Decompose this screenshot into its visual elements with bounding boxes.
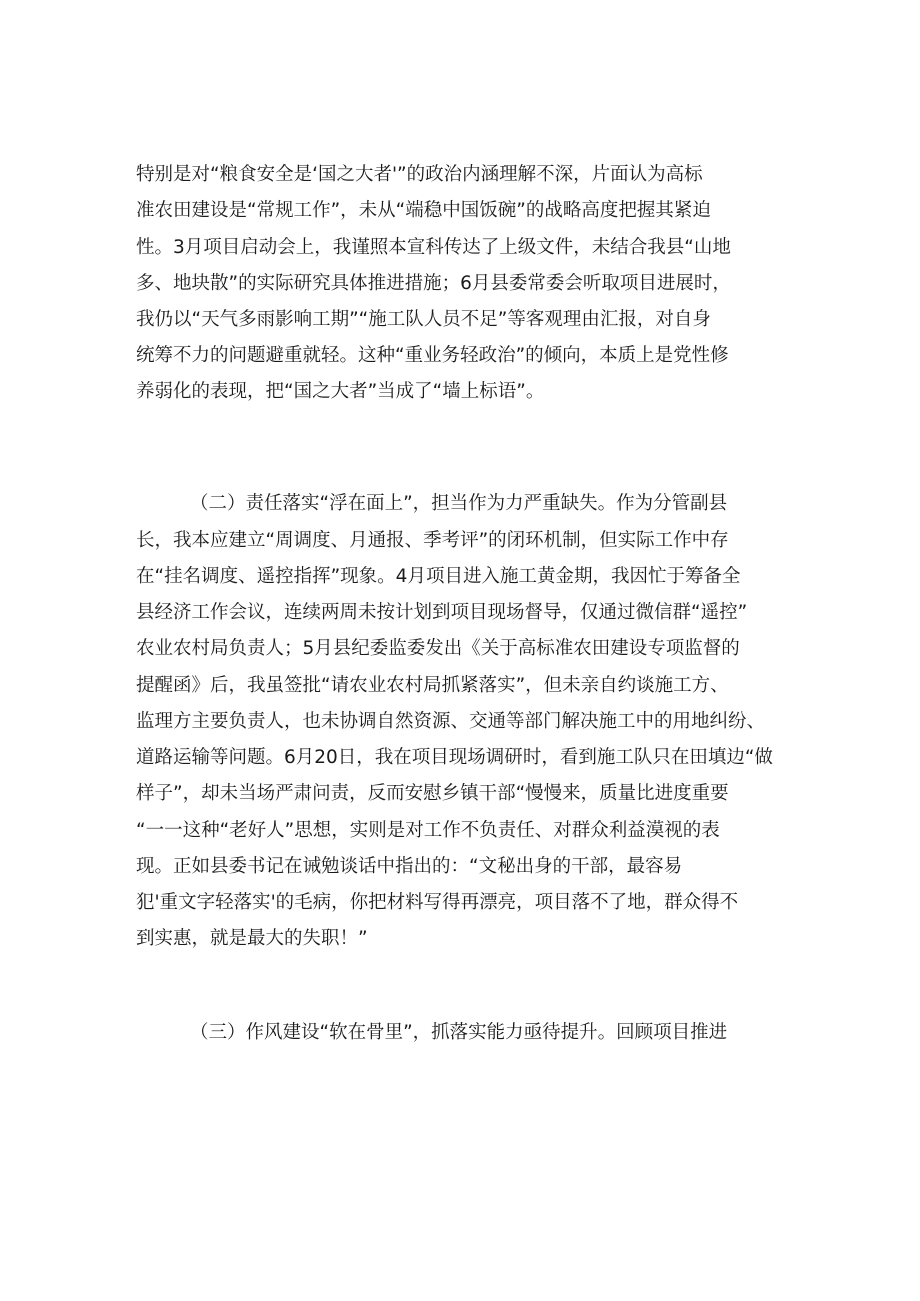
paragraph-1-line-7: 养弱化的表现，把“国之大者”当成了“墙上标语”。 [136,381,545,402]
paragraph-1-line-8 [136,413,796,443]
paragraph-2-line-11: 现。正如县委书记在诫勉谈话中指出的：“文秘出身的干部，最容易 [136,856,683,877]
paragraph-3-line-1: （三）作风建设“软在骨里”，抓落实能力亟待提升。回顾项目推进 [190,1022,728,1043]
paragraph-2-line-13: 到实惠，就是最大的失职！” [136,928,368,949]
paragraph-2-line-7: 监理方主要负责人，也未协调自然资源、交通等部门解决施工中的用地纠纷、 [136,711,766,732]
paragraph-2-line-6: 提醒函》后，我虽签批“请农业农村局抓紧落实”，但未亲自约谈施工方、 [136,675,729,696]
paragraph-2-line-12: 犯'重文字轻落实'的毛病，你把材料写得再漂亮，项目落不了地，群众得不 [136,892,739,913]
paragraph-2-line-3: 在“挂名调度、遥控指挥”现象。4月项目进入施工黄金期，我因忙于筹备全 [136,566,741,587]
paragraph-2-line-1: （二）责任落实“浮在面上”，担当作为力严重缺失。作为分管副县 [190,493,728,514]
paragraph-1-line-6: 统筹不力的问题避重就轻。这种“重业务轻政治”的倾向，本质上是党性修 [136,345,729,366]
paragraph-1-line-2: 准农田建设是“常规工作”，未从“端稳中国饭碗”的战略高度把握其紧迫 [136,200,711,221]
paragraph-2-line-5: 农业农村局负责人；5月县纪委监委发出《关于高标准农田建设专项监督的 [136,638,740,659]
paragraph-2-line-14 [136,960,796,990]
paragraph-1-line-3: 性。3月项目启动会上，我谨照本宣科传达了上级文件，未结合我县“山地 [136,237,731,258]
paragraph-1-line-5: 我仍以“天气多雨影响工期”“施工队人员不足”等客观理由汇报，对自身 [136,309,711,330]
paragraph-2-line-9: 样子”，却未当场严肃问责，反而安慰乡镇干部“慢慢来，质量比进度重要 [136,783,729,804]
paragraph-2-line-4: 县经济工作会议，连续两周未按计划到项目现场督导，仅通过微信群“遥控” [136,602,748,623]
paragraph-1-line-1: 特别是对“粮食安全是‘国之大者'”的政治内涵理解不深，片面认为高标 [136,164,703,185]
paragraph-2-line-10: “一一这种“老好人”思想，实则是对工作不负责任、对群众利益漠视的表 [136,820,720,841]
paragraph-1-line-4: 多、地块散”的实际研究具体推进措施；6月县委常委会听取项目进展时， [136,273,731,294]
paragraph-2-line-2: 长，我本应建立“周调度、月通报、季考评”的闭环机制，但实际工作中存 [136,530,729,551]
paragraph-2-line-8: 道路运输等问题。6月20日，我在项目现场调研时，看到施工队只在田填边“做 [136,747,773,768]
